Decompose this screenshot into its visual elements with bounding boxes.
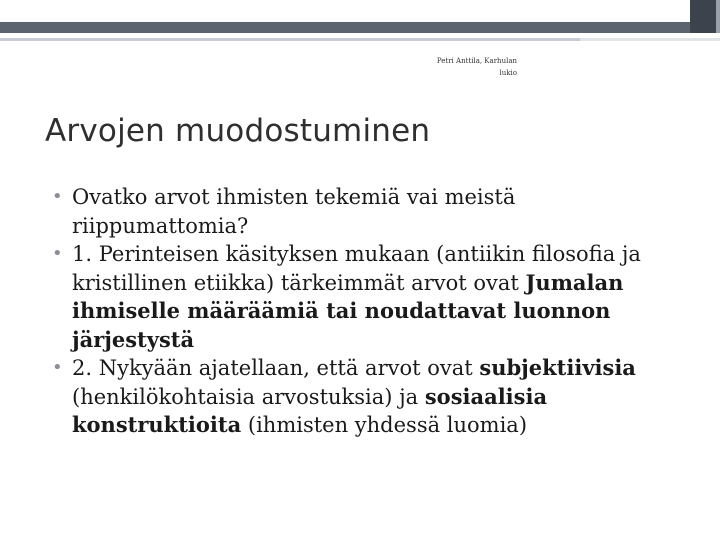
author-caption: Petri Anttila, Karhulan lukio (436, 57, 517, 77)
bullet-list (52, 183, 692, 440)
bullet-text-bold: Jumalan ihmiselle määräämiä tai noudattavat luonnon järjestystä (72, 269, 624, 352)
bullet-text: 2. Nykyään ajatellaan, että arvot ovat (72, 356, 480, 380)
bullet-text: (henkilökohtaisia arvostuksia) ja (72, 384, 425, 409)
bullet-text: Ovatko arvot ihmisten tekemiä vai meistä riippumattomia? (72, 185, 516, 238)
bullet-item (52, 240, 692, 354)
bullet-marker: • (52, 186, 63, 207)
bullet-text: (ihmisten yhdessä luomia) (241, 413, 528, 437)
bullet-item (52, 354, 692, 440)
header-edge (716, 0, 720, 33)
header-bar (0, 22, 690, 33)
header-strip-light (580, 38, 720, 41)
header-strip (0, 38, 580, 41)
bullet-text-bold: sosiaalisia konstruktioita (72, 383, 548, 437)
bullet-text: 1. Perinteisen käsityksen mukaan (antiikin filosofia ja kristillinen etiikka) tärkeimmät arvot ovat (72, 242, 641, 295)
bullet-item (52, 183, 692, 240)
bullet-marker: • (52, 357, 63, 378)
bullet-marker: • (52, 243, 63, 264)
slide-title: Arvojen muodostuminen (45, 113, 431, 149)
bullet-text-bold: subjektiivisia (479, 355, 636, 380)
